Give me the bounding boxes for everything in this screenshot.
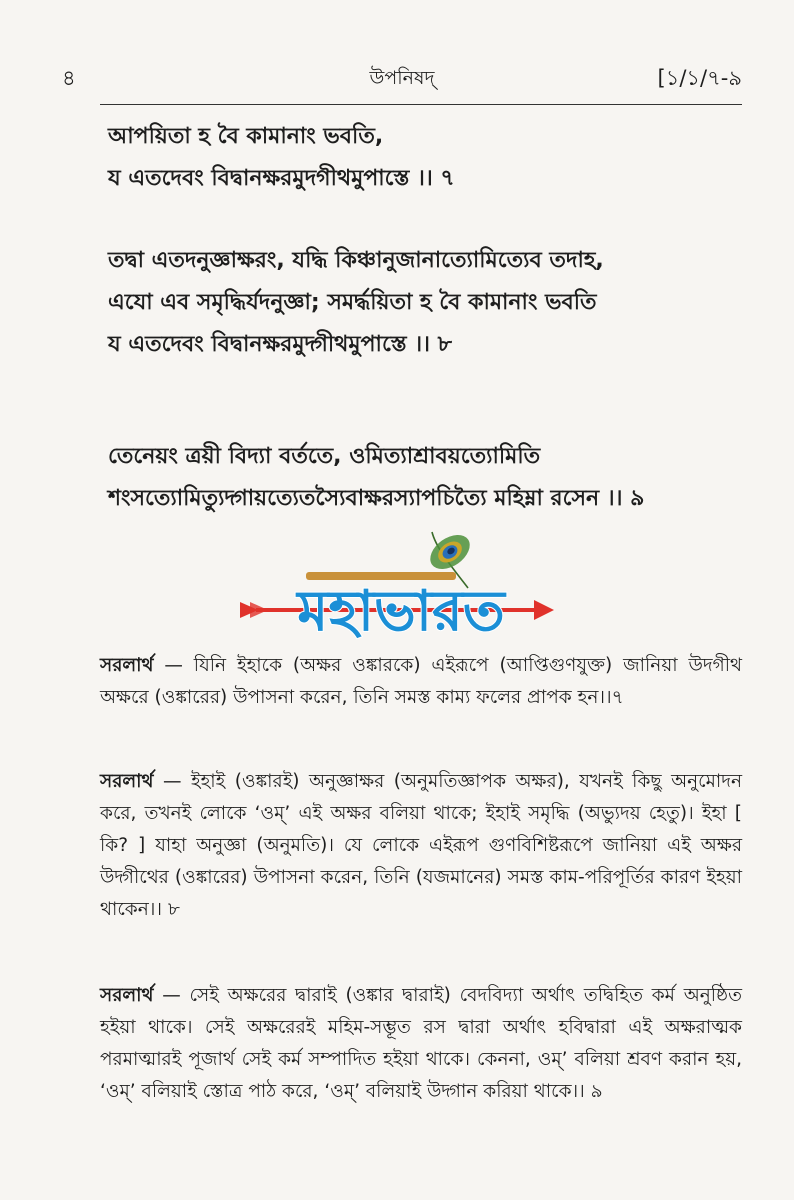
commentary-text: যিনি ইহাকে (অক্ষর ওঙ্কারকে) এইরূপে (আপ্তিগুণযুক্ত) জানিয়া উদগীথ অক্ষরে (ওঙ্কারের) উপাসনা করেন, তিনি সমস্ত কাম্য ফলের প্রাপক হন।।৭ bbox=[100, 655, 742, 708]
verse-line: তেনেয়ং ত্রয়ী বিদ্যা বর্ততে, ওমিত্যাশ্রাবয়ত্যোমিতি bbox=[108, 444, 541, 469]
verse-line: আপয়িতা হ বৈ কামানাং ভবতি, bbox=[108, 124, 384, 149]
commentary-8: সরলার্থ — ইহাই (ওঙ্কারই) অনুজ্ঞাক্ষর (অনুমতিজ্ঞাপক অক্ষর), যখনই কিছু অনুমোদন করে, তখনই লোকে ‘ওম্’ এই অক্ষর বলিয়া থাকে; ইহাই সমৃদ্ধি (অভ্যুদয় হেতু)। ইহা [ কি? ] যাহা অনুজ্ঞা (অনুমতি)। যে লোকে এইরূপ গুণবিশিষ্টরূপে জানিয়া এই অক্ষর উদ্গীথের (ওঙ্কারের) উপাসনা করেন, তিনি (যজমানের) সমস্ত কাম-পরিপূর্তির কারণ ইহয়া থাকেন।। ৮ bbox=[100, 771, 742, 920]
verse-7 bbox=[108, 116, 754, 200]
verse-9 bbox=[108, 436, 754, 520]
verse-line: তদ্বা এতদনুজ্ঞাক্ষরং, যদ্ধি কিঞ্চানুজানাত্যোমিত্যেব তদাহ, bbox=[108, 248, 604, 273]
running-title: উপনিষদ্ bbox=[369, 67, 435, 89]
commentary-text: সেই অক্ষরের দ্বারাই (ওঙ্কার দ্বারাই) বেদবিদ্যা অর্থাৎ তদ্বিহিত কর্ম অনুষ্ঠিত হইয়া থাকে। সেই অক্ষরেরই মহিম-সম্ভূত রস দ্বারা অর্থাৎ হবিদ্বারা এই অক্ষরাত্মক পরমাত্মারই পূজার্থ সেই কর্ম সম্পাদিত হইয়া থাকে। কেননা, ওম্’ বলিয়া শ্রবণ করান হয়, ‘ওম্’ বলিয়াই স্তোত্র পাঠ করে, ‘ওম্’ বলিয়াই উদ্গান করিয়া থাকে।। ৯ bbox=[100, 985, 742, 1102]
commentary-label: সরলার্থ bbox=[100, 985, 154, 1006]
commentary-text: ইহাই (ওঙ্কারই) অনুজ্ঞাক্ষর (অনুমতিজ্ঞাপক অক্ষর), যখনই কিছু অনুমোদন করে, তখনই লোকে ‘ওম্’ এই অক্ষর বলিয়া থাকে; ইহাই সমৃদ্ধি (অভ্যুদয় হেতু)। ইহা [ কি? ] যাহা অনুজ্ঞা (অনুমতি)। যে লোকে এইরূপ গুণবিশিষ্টরূপে জানিয়া এই অক্ষর উদ্গীথের (ওঙ্কারের) উপাসনা করেন, তিনি (যজমানের) সমস্ত কাম-পরিপূর্তির কারণ ইহয়া থাকেন।। ৮ bbox=[100, 771, 742, 920]
verse-line: য এতদেবং বিদ্বানক্ষরমুদগীথমুপাস্তে ।। ৭ bbox=[108, 166, 455, 191]
commentary-7: সরলার্থ — যিনি ইহাকে (অক্ষর ওঙ্কারকে) এইরূপে (আপ্তিগুণযুক্ত) জানিয়া উদগীথ অক্ষরে (ওঙ্কারের) উপাসনা করেন, তিনি সমস্ত কাম্য ফলের প্রাপক হন।।৭ bbox=[100, 655, 742, 708]
verse-line: শংসত্যোমিত্যুদ্গায়ত্যেতস্যৈবাক্ষরস্যাপচিত্যৈ মহিম্না রসেন ।। ৯ bbox=[108, 486, 645, 511]
verse-line: এযো এব সমৃদ্ধির্যদনুজ্ঞা; সমর্দ্ধয়িতা হ বৈ কামানাং ভবতি bbox=[108, 290, 597, 315]
header-rule bbox=[100, 104, 742, 105]
commentary-9: সরলার্থ — সেই অক্ষরের দ্বারাই (ওঙ্কার দ্বারাই) বেদবিদ্যা অর্থাৎ তদ্বিহিত কর্ম অনুষ্ঠিত হইয়া থাকে। সেই অক্ষরেরই মহিম-সম্ভূত রস দ্বারা অর্থাৎ হবিদ্বারা এই অক্ষরাত্মক পরমাত্মারই পূজার্থ সেই কর্ম সম্পাদিত হইয়া থাকে। কেননা, ওম্’ বলিয়া শ্রবণ করান হয়, ‘ওম্’ বলিয়াই স্তোত্র পাঠ করে, ‘ওম্’ বলিয়াই উদ্গান করিয়া থাকে।। ৯ bbox=[100, 985, 742, 1102]
page-number: ৪ bbox=[62, 66, 76, 90]
logo-text: মহাভারত bbox=[297, 579, 505, 644]
verse-line: য এতদেবং বিদ্বানক্ষরমুদ্গীথমুপাস্তে ।। ৮ bbox=[108, 332, 452, 357]
mahabharat-watermark-logo bbox=[236, 526, 566, 652]
verse-8 bbox=[108, 240, 754, 366]
commentary-label: সরলার্থ bbox=[100, 771, 154, 792]
commentary-label: সরলার্থ bbox=[100, 655, 154, 676]
verse-reference: [১/১/৭-৯ bbox=[657, 66, 742, 90]
page-header bbox=[62, 62, 742, 96]
